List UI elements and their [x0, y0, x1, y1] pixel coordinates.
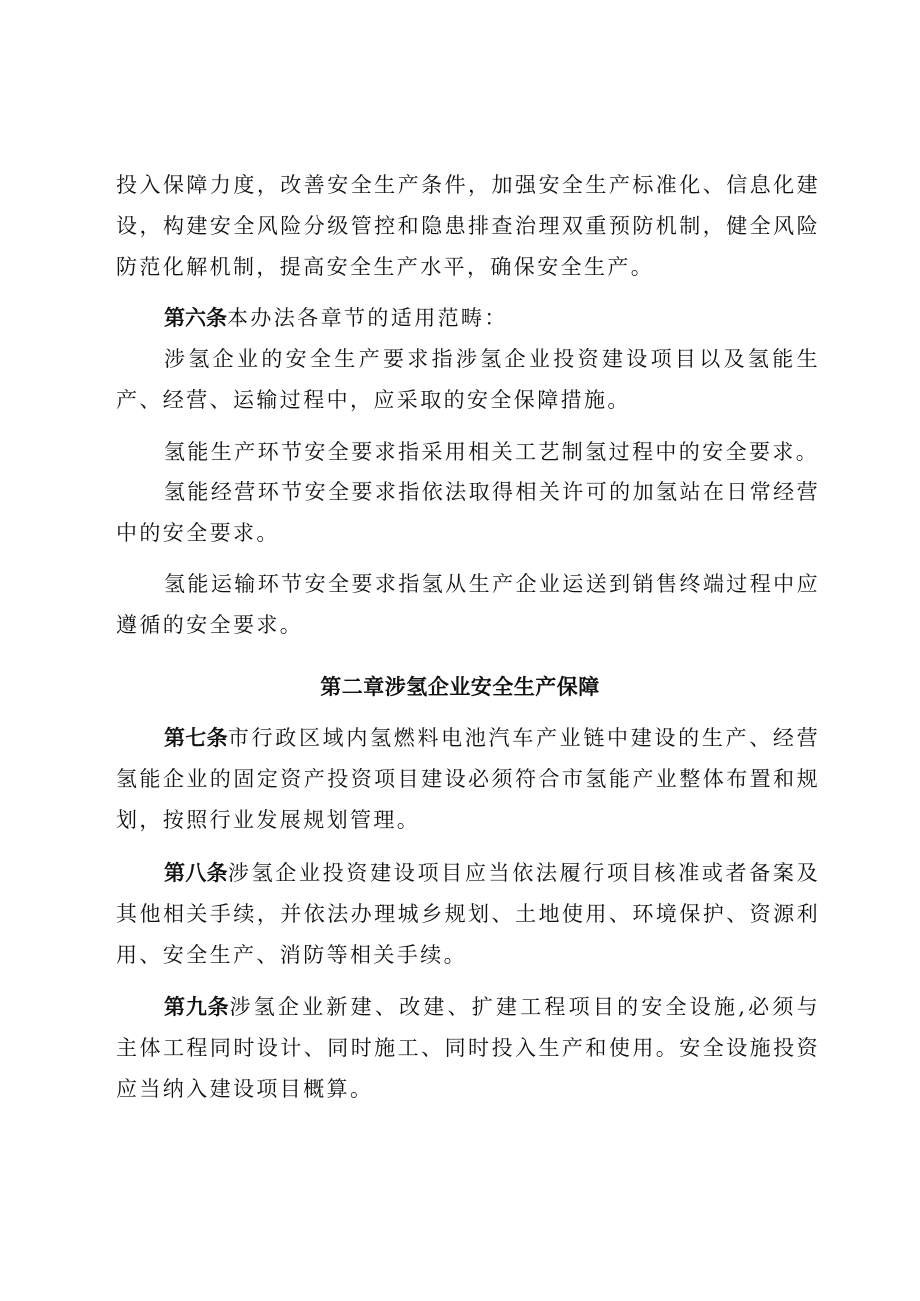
paragraph-continuation — [116, 165, 820, 288]
article-label: 第七条 — [164, 726, 228, 750]
paragraph-text: 氢能生产环节安全要求指采用相关工艺制氢过程中的安全要求。 — [164, 440, 820, 464]
scope-item-production — [116, 432, 820, 473]
article-7 — [116, 718, 820, 841]
article-text: 市行政区域内氢燃料电池汽车产业链中建设的生产、经营氢能企业的固定资产投资项目建设必须符合市氢能产业整体布置和规划，按照行业发展规划管理。 — [116, 726, 820, 832]
article-text: 本办法各章节的适用范畴： — [227, 306, 508, 330]
article-9 — [116, 987, 820, 1110]
scope-item-operation — [116, 472, 820, 554]
article-label: 第九条 — [164, 995, 230, 1019]
article-label: 第八条 — [164, 861, 228, 885]
chapter-heading: 第二章涉氢企业安全生产保障 — [320, 675, 600, 699]
article-text: 涉氢企业投资建设项目应当依法履行项目核准或者备案及其他相关手续，并依法办理城乡规划、土地使用、环境保护、资源利用、安全生产、消防等相关手续。 — [116, 861, 820, 967]
article-label: 第六条 — [164, 306, 227, 330]
article-6 — [116, 298, 820, 339]
paragraph-text: 氢能运输环节安全要求指氢从生产企业运送到销售终端过程中应遵循的安全要求。 — [116, 572, 820, 637]
paragraph-text: 涉氢企业的安全生产要求指涉氢企业投资建设项目以及氢能生产、经营、运输过程中，应采取的安全保障措施。 — [116, 347, 820, 412]
paragraph-text: 氢能经营环节安全要求指依法取得相关许可的加氢站在日常经营中的安全要求。 — [116, 480, 820, 545]
scope-item-enterprise — [116, 339, 820, 421]
article-text: 涉氢企业新建、改建、扩建工程项目的安全设施,必须与主体工程同时设计、同时施工、同时投入生产和使用。安全设施投资应当纳入建设项目概算。 — [116, 995, 820, 1101]
article-8 — [116, 853, 820, 976]
paragraph-text: 投入保障力度，改善安全生产条件，加强安全生产标准化、信息化建设，构建安全风险分级管控和隐患排查治理双重预防机制，健全风险防范化解机制，提高安全生产水平，确保安全生产。 — [116, 173, 820, 279]
scope-item-transport — [116, 564, 820, 646]
